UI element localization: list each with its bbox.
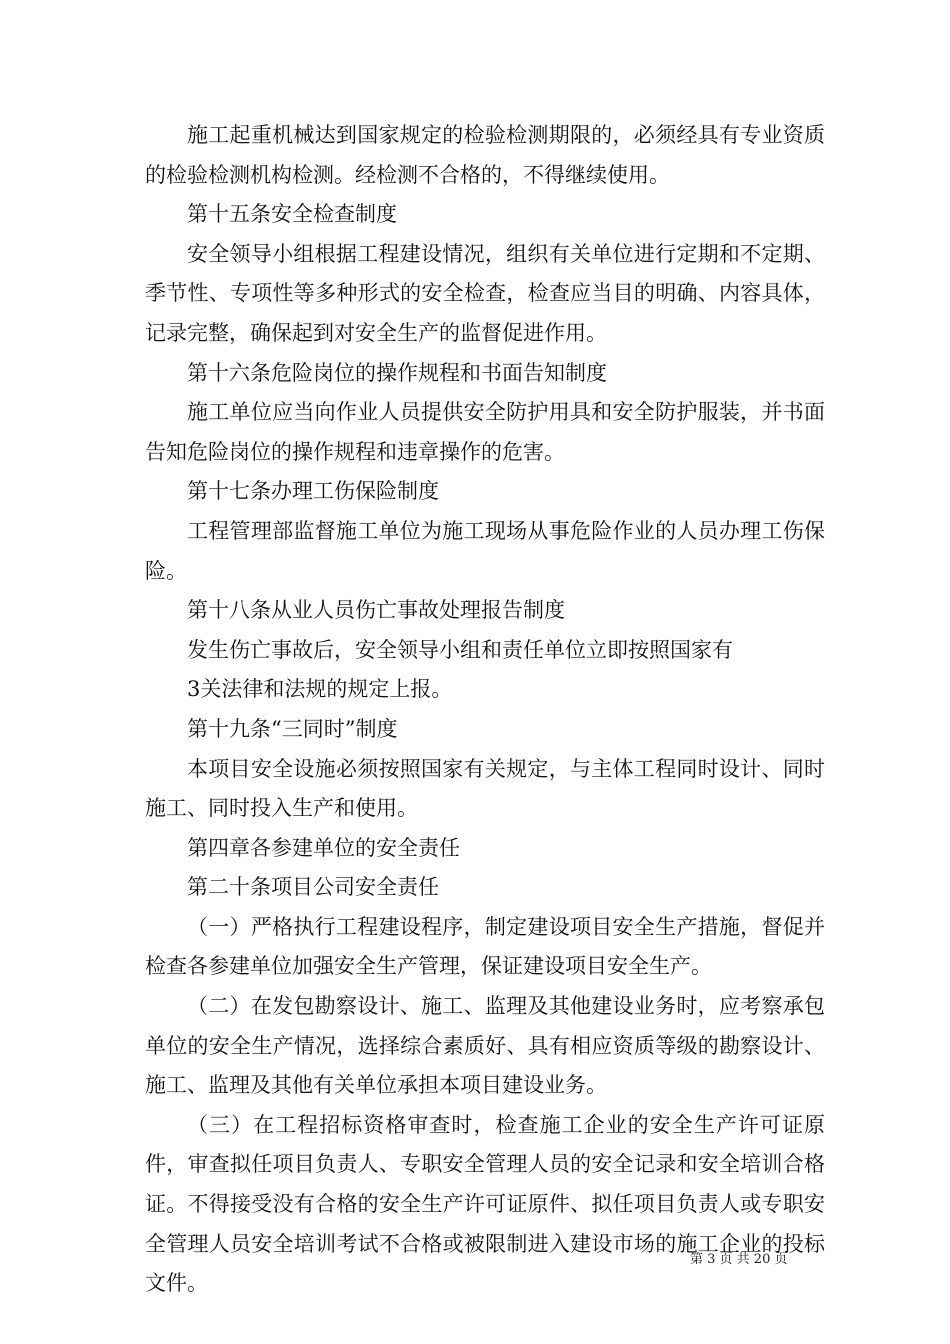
list-item-1: （一）严格执行工程建设程序，制定建设项目安全生产措施，督促并检查各参建单位加强安全生产管理，保证建设项目安全生产。 — [145, 914, 825, 979]
heading-article-20: 第二十条项目公司安全责任 — [187, 875, 439, 900]
heading-chapter-4: 第四章各参建单位的安全责任 — [187, 835, 460, 860]
heading-article-18: 第十八条从业人员伤亡事故处理报告制度 — [187, 598, 565, 623]
paragraph-crane-inspection: 施工起重机械达到国家规定的检验检测期限的，必须经具有专业资质的检验检测机构检测。经检测不合格的，不得继续使用。 — [145, 123, 825, 187]
paragraph-accident-report: 发生伤亡事故后，安全领导小组和责任单位立即按照国家有 — [187, 637, 733, 662]
heading-article-16: 第十六条危险岗位的操作规程和书面告知制度 — [187, 360, 607, 385]
heading-article-19: 第十九条“三同时”制度 — [187, 716, 398, 741]
heading-article-15: 第十五条安全检查制度 — [187, 202, 397, 227]
list-item-3: （三）在工程招标资格审查时，检查施工企业的安全生产许可证原件，审查拟任项目负责人、专职安全管理人员的安全记录和安全培训合格证。不得接受没有合格的安全生产许可证原件、拟任项目负责人或专职安全管理人员安全培训考试不合格或被限制进入建设市场的施工企业的投标文件。 — [145, 1112, 825, 1296]
paragraph-three-simultaneous: 本项目安全设施必须按照国家有关规定，与主体工程同时设计、同时施工、同时投入生产和使用。 — [145, 756, 825, 821]
paragraph-safety-inspection: 安全领导小组根据工程建设情况，组织有关单位进行定期和不定期、季节性、专项性等多种形式的安全检查，检查应当目的明确、内容具体，记录完整，确保起到对安全生产的监督促进作用。 — [145, 241, 825, 345]
document-body — [145, 116, 825, 1304]
paragraph-injury-insurance: 工程管理部监督施工单位为施工现场从事危险作业的人员办理工伤保险。 — [145, 518, 825, 583]
page-number-footer: 第 3 页 共 20 页 — [690, 1252, 788, 1267]
heading-article-17: 第十七条办理工伤保险制度 — [187, 479, 439, 504]
paragraph-accident-report-cont: 3关法律和法规的规定上报。 — [187, 677, 453, 702]
paragraph-protective-equipment: 施工单位应当向作业人员提供安全防护用具和安全防护服装，并书面告知危险岗位的操作规程和违章操作的危害。 — [145, 400, 825, 464]
list-item-2: （二）在发包勘察设计、施工、监理及其他建设业务时，应考察承包单位的安全生产情况，选择综合素质好、具有相应资质等级的勘察设计、施工、监理及其他有关单位承担本项目建设业务。 — [145, 994, 825, 1098]
